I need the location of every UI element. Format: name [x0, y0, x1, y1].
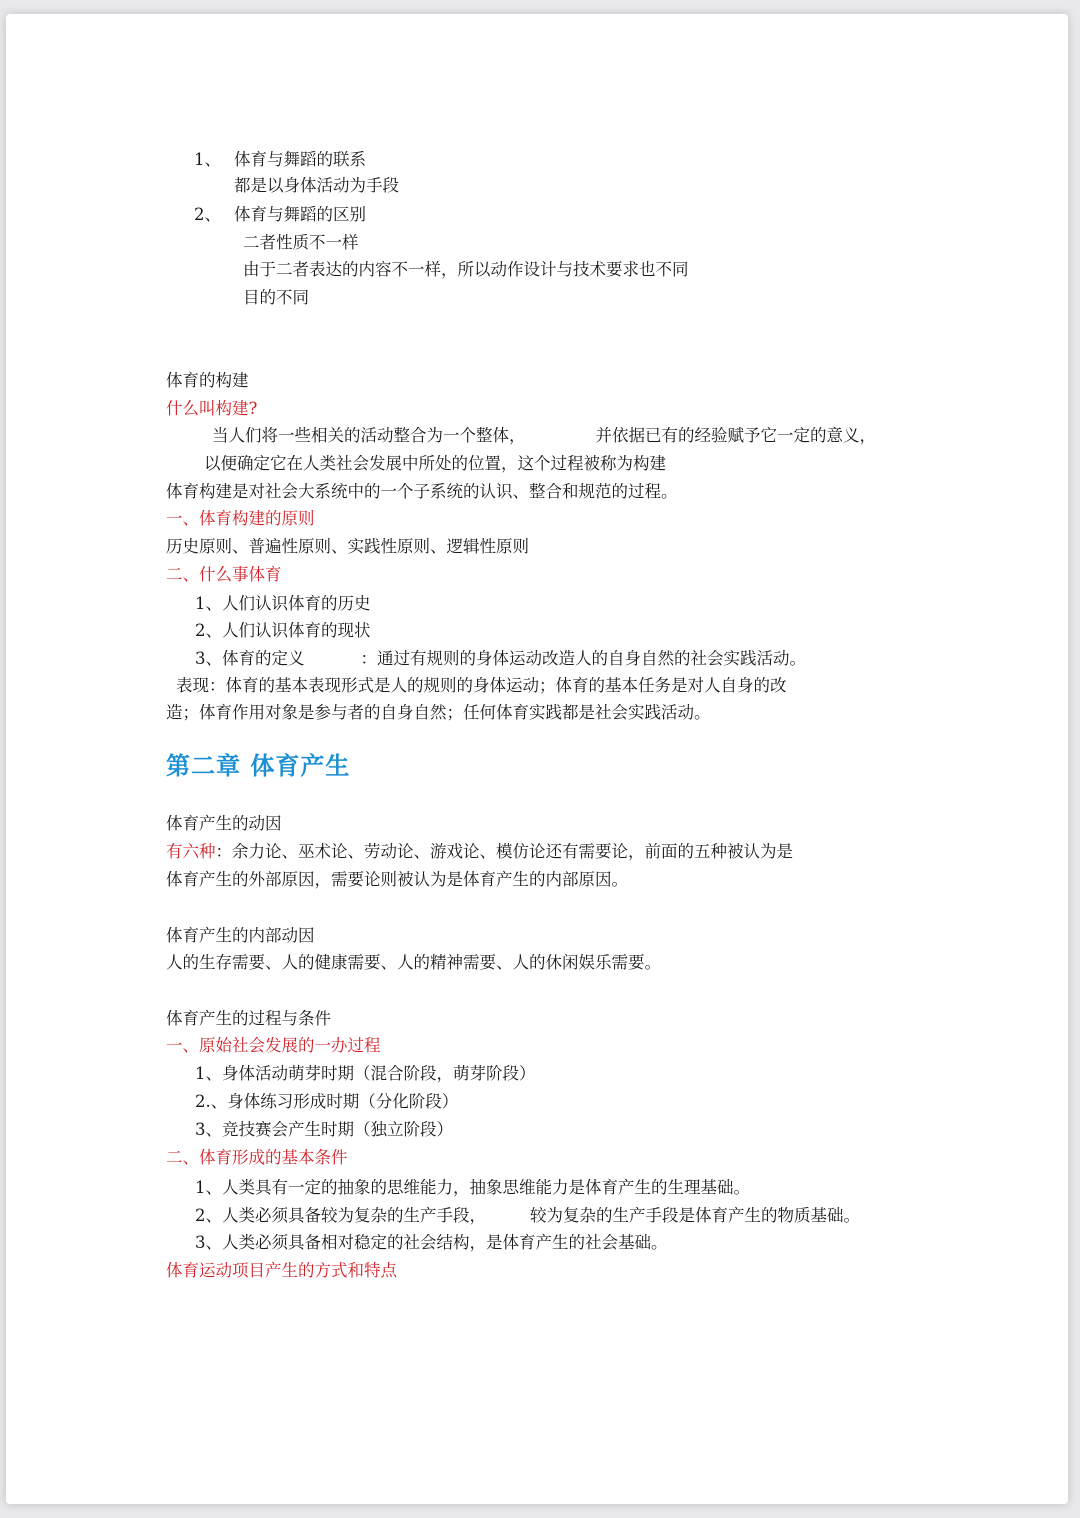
highlight-label: 有六种: [166, 842, 216, 861]
list-item-label: 3、体育的定义: [195, 649, 305, 668]
definition-part: 并依据已有的经验赋予它一定的意义，: [595, 426, 876, 445]
paragraph-line: [166, 841, 793, 863]
paragraph-text: ：余力论、巫术论、劳动论、游戏论、模仿论还有需要论，前面的五种被认为是: [215, 842, 793, 861]
list-item-1: [194, 149, 366, 171]
list-item: 2、人们认识体育的现状: [195, 621, 371, 640]
list-item: 1、人类具有一定的抽象的思维能力，抽象思维能力是体育产生的生理基础。: [195, 1178, 750, 1197]
paragraph-line: [212, 425, 876, 447]
section-title: 体育产生的动因: [166, 814, 282, 833]
list-item-2: [194, 204, 366, 226]
section-title: 体育的构建: [166, 371, 249, 390]
paragraph-line: 历史原则、普遍性原则、实践性原则、逻辑性原则: [166, 537, 529, 556]
list-item: 2.、身体练习形成时期（分化阶段）: [195, 1092, 459, 1111]
paragraph-line: 体育产生的外部原因，需要论则被认为是体育产生的内部原因。: [166, 870, 628, 889]
list-number: 1、: [194, 150, 221, 169]
question-heading: 什么叫构建?: [166, 399, 258, 418]
list-item-desc: 目的不同: [243, 288, 309, 307]
paragraph-line: 造；体育作用对象是参与者的自身自然；任何体育实践都是社会实践活动。: [166, 703, 711, 722]
section-title: 体育产生的内部动因: [166, 926, 315, 945]
subheading: 一、体育构建的原则: [166, 509, 315, 528]
list-item-text: 较为复杂的生产手段是体育产生的物质基础。: [530, 1206, 860, 1225]
subheading: 二、体育形成的基本条件: [166, 1148, 348, 1167]
paragraph-line: 体育构建是对社会大系统中的一个子系统的认识、整合和规范的过程。: [166, 482, 678, 501]
list-item: [195, 648, 806, 670]
list-item-text: ：通过有规则的身体运动改造人的自身自然的社会实践活动。: [360, 649, 806, 668]
list-item: 1、人们认识体育的历史: [195, 594, 371, 613]
subheading: 二、什么事体育: [166, 565, 282, 584]
document-page: [6, 14, 1068, 1504]
list-item: 1、身体活动萌芽时期（混合阶段，萌芽阶段）: [195, 1064, 536, 1083]
subheading: 体育运动项目产生的方式和特点: [166, 1261, 397, 1280]
list-item: [195, 1205, 860, 1227]
paragraph-line: 以便确定它在人类社会发展中所处的位置，这个过程被称为构建: [204, 454, 666, 473]
subheading: 一、原始社会发展的一办过程: [166, 1036, 381, 1055]
list-item: 3、竞技赛会产生时期（独立阶段）: [195, 1120, 453, 1139]
chapter-heading: 第二章 体育产生: [166, 752, 351, 780]
list-number: 2、: [194, 205, 221, 224]
section-title: 体育产生的过程与条件: [166, 1009, 331, 1028]
list-item-desc: 由于二者表达的内容不一样，所以动作设计与技术要求也不同: [243, 260, 689, 279]
list-item-text: 2、人类必须具备较为复杂的生产手段，: [195, 1206, 486, 1225]
list-item-title: 体育与舞蹈的区别: [234, 205, 366, 224]
definition-part: 当人们将一些相关的活动整合为一个整体，: [212, 426, 526, 445]
paragraph-line: 人的生存需要、人的健康需要、人的精神需要、人的休闲娱乐需要。: [166, 953, 661, 972]
list-item-desc: 都是以身体活动为手段: [234, 176, 399, 195]
list-item-desc: 二者性质不一样: [243, 233, 359, 252]
list-item: 3、人类必须具备相对稳定的社会结构，是体育产生的社会基础。: [195, 1233, 668, 1252]
list-item-title: 体育与舞蹈的联系: [234, 150, 366, 169]
paragraph-line: 表现：体育的基本表现形式是人的规则的身体运动；体育的基本任务是对人自身的改: [176, 676, 787, 695]
